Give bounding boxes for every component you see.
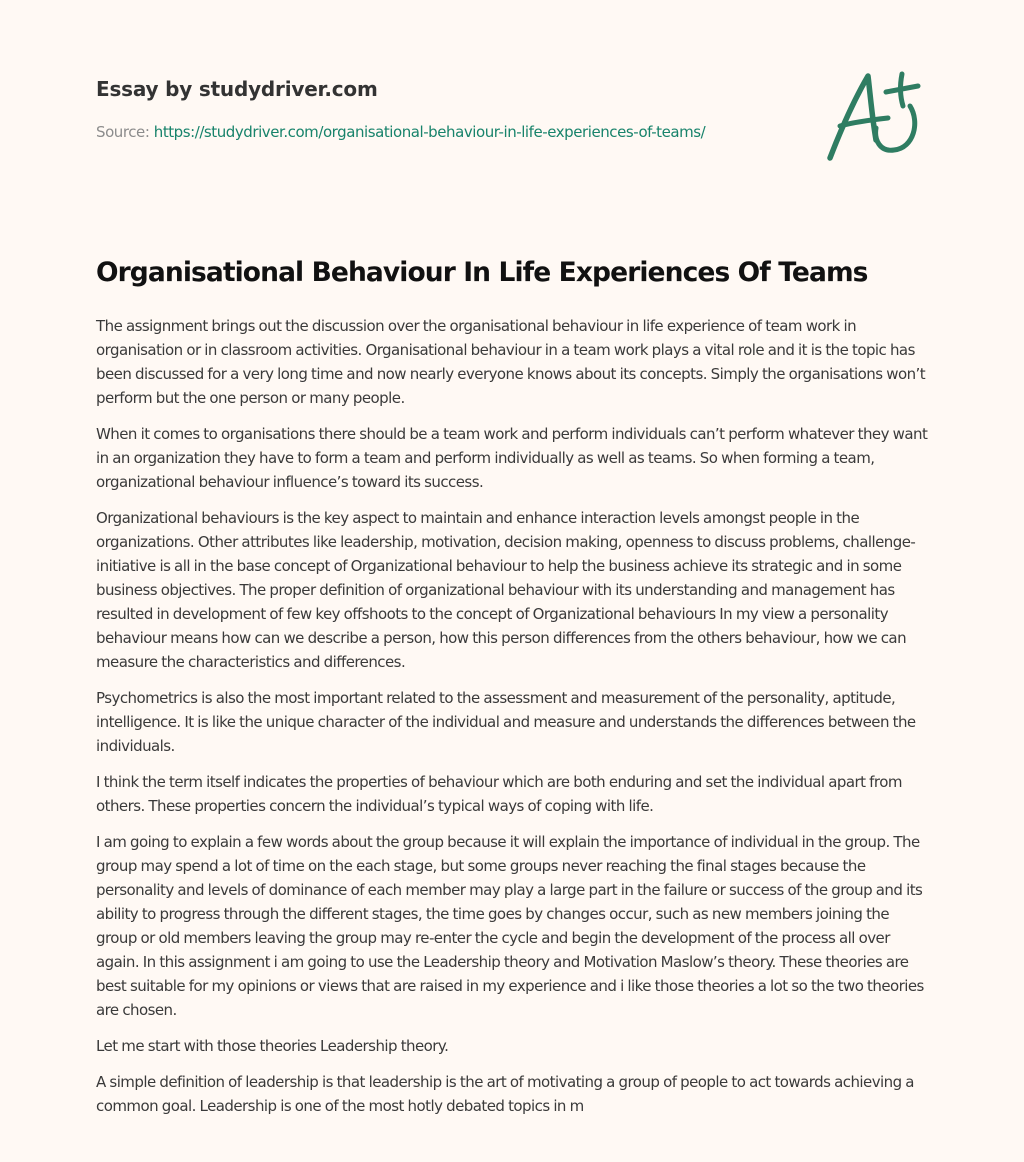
paragraph: I am going to explain a few words about the group because it will explain the importance of individual in the group. The group may spend a lot of time on the each stage, but some groups never reaching the final stages because the personality and levels of dominance of each member may play a large part in the failure or success of the group and its ability to progress through the different stages, the time goes by changes occur, such as new members joining the group or old members leaving the group may re-enter the cycle and begin the development of the process all over again. In this assignment i am going to use the Leadership theory and Motivation Maslow’s theory. These theories are best suitable for my opinions or views that are raised in my experience and i like those theories a lot so the two theories are chosen. bbox=[96, 833, 924, 1019]
essay-title: Organisational Behaviour In Life Experiences Of Teams bbox=[96, 257, 868, 288]
paragraph: Organizational behaviours is the key aspect to maintain and enhance interaction levels amongst people in the organizations. Other attributes like leadership, motivation, decision making, openness to discuss problems, challenge-initiative is all in the base concept of Organizational behaviour to help the business achieve its strategic and in some business objectives. The proper definition of organizational behaviour with its understanding and management has resulted in development of few key offshoots to the concept of Organizational behaviours In my view a personality behaviour means how can we describe a person, how this person differences from the others behaviour, how we can measure the characteristics and differences. bbox=[96, 509, 916, 671]
paragraph: The assignment brings out the discussion over the organisational behaviour in life experience of team work in organisation or in classroom activities. Organisational behaviour in a team work plays a vital role and it is the topic has been discussed for a very long time and now nearly everyone knows about its concepts. Simply the organisations won’t perform but the one person or many people. bbox=[96, 317, 926, 407]
paragraph: I think the term itself indicates the properties of behaviour which are both enduring and set the individual apart from others. These properties concern the individual’s typical ways of coping with life. bbox=[96, 773, 902, 815]
paragraph: Psychometrics is also the most important related to the assessment and measurement of the personality, aptitude, intelligence. It is like the unique character of the individual and measure and understands the differences between the individuals. bbox=[96, 689, 916, 755]
paragraph: A simple definition of leadership is that leadership is the art of motivating a group of people to act towards achieving a common goal. Leadership is one of the most hotly debated topics in m bbox=[96, 1073, 914, 1115]
page-header bbox=[96, 74, 796, 142]
source-label: Source: bbox=[96, 123, 150, 141]
source-line bbox=[96, 122, 796, 142]
essay-body bbox=[96, 314, 931, 1130]
source-link[interactable]: https://studydriver.com/organisational-behaviour-in-life-experiences-of-teams/ bbox=[153, 123, 706, 141]
paragraph: Let me start with those theories Leadership theory. bbox=[96, 1037, 449, 1055]
a-plus-grade-icon bbox=[820, 62, 930, 172]
paragraph: When it comes to organisations there should be a team work and perform individuals can’t perform whatever they want in an organization they have to form a team and perform individually as well as teams. So when forming a team, organizational behaviour influence’s toward its success. bbox=[96, 425, 928, 491]
brand-title: Essay by studydriver.com bbox=[96, 77, 378, 101]
